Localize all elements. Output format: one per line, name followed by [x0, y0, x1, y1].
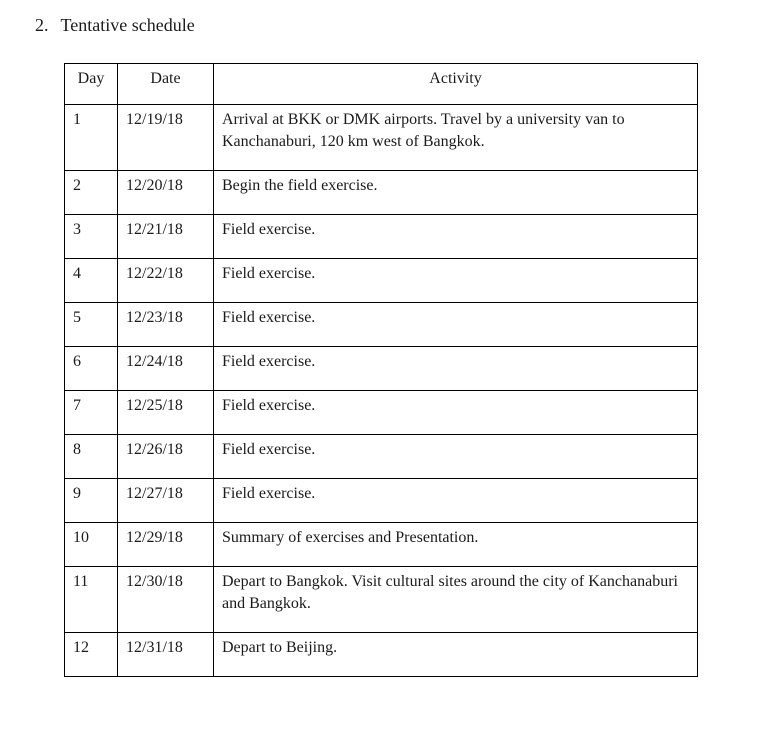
table-row: [65, 435, 698, 479]
schedule-table-body: [65, 105, 698, 677]
activity-cell: Arrival at BKK or DMK airports. Travel by a university van to Kanchanaburi, 120 km west of Bangkok.: [214, 105, 698, 171]
table-row: [65, 215, 698, 259]
date-cell: 12/22/18: [118, 259, 214, 303]
table-row: [65, 523, 698, 567]
table-row: [65, 303, 698, 347]
column-header-activity: Activity: [214, 64, 698, 105]
activity-cell: Field exercise.: [214, 435, 698, 479]
table-row: [65, 633, 698, 677]
date-cell: 12/20/18: [118, 171, 214, 215]
section-title: Tentative schedule: [60, 15, 195, 35]
day-cell: 5: [65, 303, 118, 347]
activity-cell: Begin the field exercise.: [214, 171, 698, 215]
activity-cell: Depart to Bangkok. Visit cultural sites around the city of Kanchanaburi and Bangkok.: [214, 567, 698, 633]
table-row: [65, 347, 698, 391]
date-cell: 12/24/18: [118, 347, 214, 391]
date-cell: 12/25/18: [118, 391, 214, 435]
day-cell: 9: [65, 479, 118, 523]
column-header-date: Date: [118, 64, 214, 105]
table-row: [65, 105, 698, 171]
table-row: [65, 259, 698, 303]
activity-cell: Field exercise.: [214, 215, 698, 259]
table-row: [65, 391, 698, 435]
section-heading: [35, 12, 767, 38]
activity-cell: Depart to Beijing.: [214, 633, 698, 677]
schedule-table: [64, 63, 698, 677]
activity-cell: Field exercise.: [214, 391, 698, 435]
day-cell: 7: [65, 391, 118, 435]
column-header-day: Day: [65, 64, 118, 105]
day-cell: 10: [65, 523, 118, 567]
day-cell: 4: [65, 259, 118, 303]
day-cell: 1: [65, 105, 118, 171]
activity-cell: Summary of exercises and Presentation.: [214, 523, 698, 567]
table-row: [65, 171, 698, 215]
table-row: [65, 479, 698, 523]
day-cell: 12: [65, 633, 118, 677]
date-cell: 12/21/18: [118, 215, 214, 259]
day-cell: 8: [65, 435, 118, 479]
activity-cell: Field exercise.: [214, 259, 698, 303]
table-header-row: [65, 64, 698, 105]
date-cell: 12/30/18: [118, 567, 214, 633]
table-row: [65, 567, 698, 633]
day-cell: 3: [65, 215, 118, 259]
activity-cell: Field exercise.: [214, 347, 698, 391]
section-number: 2.: [35, 15, 49, 35]
day-cell: 2: [65, 171, 118, 215]
activity-cell: Field exercise.: [214, 303, 698, 347]
activity-cell: Field exercise.: [214, 479, 698, 523]
date-cell: 12/31/18: [118, 633, 214, 677]
date-cell: 12/19/18: [118, 105, 214, 171]
date-cell: 12/23/18: [118, 303, 214, 347]
day-cell: 11: [65, 567, 118, 633]
day-cell: 6: [65, 347, 118, 391]
date-cell: 12/26/18: [118, 435, 214, 479]
date-cell: 12/27/18: [118, 479, 214, 523]
date-cell: 12/29/18: [118, 523, 214, 567]
